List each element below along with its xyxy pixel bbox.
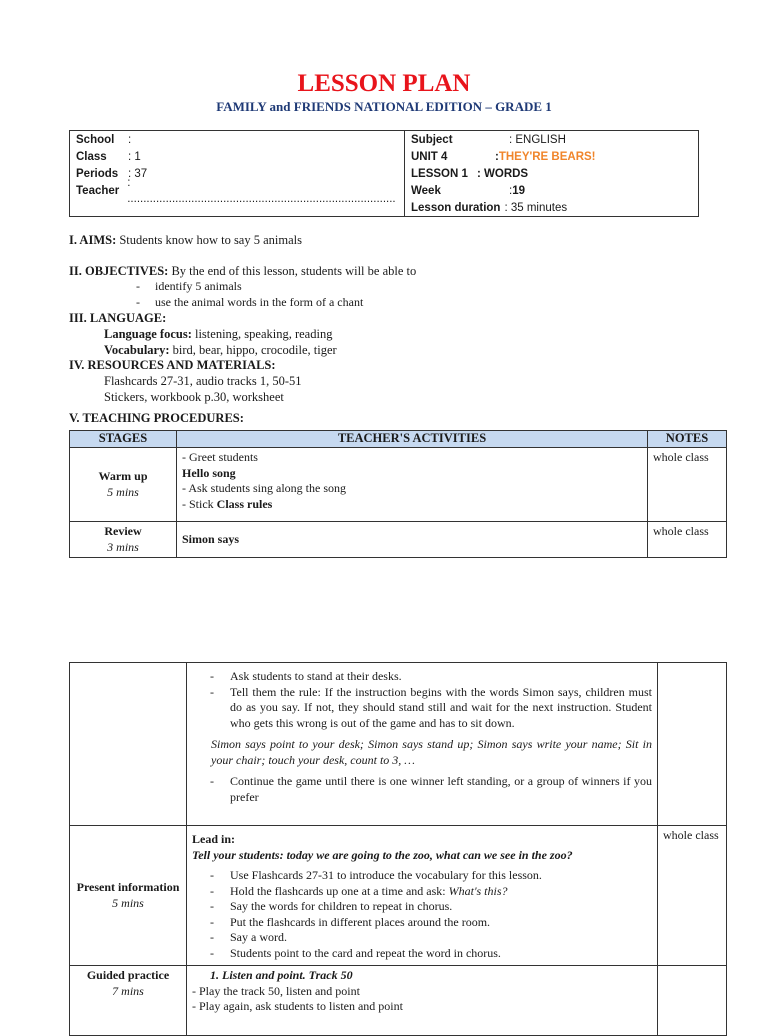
page-subtitle: FAMILY and FRIENDS NATIONAL EDITION – GRADE 1 — [216, 99, 552, 114]
simon-example: Simon says point to your desk; Simon says stand up; Simon says write your name; Sit in your chair; touch your desk, count to 3, … — [211, 737, 652, 767]
resources-line: Flashcards 27-31, audio tracks 1, 50-51 — [104, 374, 302, 388]
table-row — [70, 663, 727, 826]
col-activities: TEACHER'S ACTIVITIES — [177, 431, 648, 448]
aims-section: I. AIMS: Students know how to say 5 animals — [69, 233, 302, 247]
list-item: - Ask students to stand at their desks. — [192, 669, 652, 685]
page-title: LESSON PLAN — [297, 70, 471, 97]
procedures-table — [69, 430, 727, 558]
teacher-row: Teacher : .................................................................................... — [76, 176, 396, 205]
subject-row: Subject : ENGLISH — [411, 133, 566, 146]
stage-cell: Guided practice 7 mins — [70, 966, 187, 1036]
note-cell: whole class — [648, 522, 727, 558]
stage-cell: Review 3 mins — [70, 522, 177, 558]
activity-cell: 1. Listen and point. Track 50 - Play the track 50, listen and point - Play again, ask students to listen and point — [187, 966, 658, 1036]
list-item: - Say the words for children to repeat in chorus. — [192, 899, 652, 915]
col-stages: STAGES — [70, 431, 177, 448]
list-item: - Continue the game until there is one winner left standing, or a group of winners if you prefer — [192, 774, 652, 805]
list-item: - Hold the flashcards up one at a time and ask: What's this? — [192, 884, 652, 900]
col-notes: NOTES — [648, 431, 727, 448]
activity-cell — [187, 663, 658, 826]
lesson-row: LESSON 1 : WORDS — [411, 167, 529, 180]
objective-item: - identify 5 animals — [136, 279, 242, 293]
info-table — [69, 130, 699, 217]
resources-heading: IV. RESOURCES AND MATERIALS: — [69, 358, 276, 372]
stage-cell: Present information 5 mins — [70, 826, 187, 966]
table-row — [70, 826, 727, 966]
resources-line: Stickers, workbook p.30, worksheet — [104, 390, 284, 404]
activity-cell: - Greet students Hello song - Ask students sing along the song - Stick Class rules — [177, 448, 648, 522]
table-row — [70, 966, 727, 1036]
activity-cell: Lead in: Tell your students: today we are going to the zoo, what can we see in the zoo? - Use Flashcards 27-31 to introduce the vocabulary for this lesson. - Hold the flashcards up one at a time and ask: What's this? - Say the words for children to repeat in chorus. - Put the flashcards in different places around the room. - Say a word. - Students point to the card and repeat the word in chorus. — [187, 826, 658, 966]
activity-cell: Simon says — [177, 522, 648, 558]
list-item: - Tell them the rule: If the instruction begins with the words Simon says, children must do as you say. If not, they should stand still and wait for the next instruction. Student who gets this wrong is out of the game and has to sit down. — [192, 685, 652, 732]
language-focus: Language focus: listening, speaking, reading — [104, 327, 333, 341]
vocabulary: Vocabulary: bird, bear, hippo, crocodile, tiger — [104, 343, 337, 357]
table-row — [70, 522, 727, 558]
note-cell: whole class — [648, 448, 727, 522]
objectives-section: II. OBJECTIVES: By the end of this lesson, students will be able to — [69, 264, 417, 278]
note-cell — [658, 663, 727, 826]
list-item: - Students point to the card and repeat the word in chorus. — [192, 946, 652, 962]
objective-item: - use the animal words in the form of a chant — [136, 295, 364, 309]
list-item: - Use Flashcards 27-31 to introduce the vocabulary for this lesson. — [192, 868, 652, 884]
list-item: - Say a word. — [192, 930, 652, 946]
procedures-heading: V. TEACHING PROCEDURES: — [69, 411, 244, 425]
periods-row: Periods : 37 — [76, 167, 148, 180]
language-heading: III. LANGUAGE: — [69, 311, 167, 325]
note-cell — [658, 966, 727, 1036]
procedures-table-continued — [69, 662, 727, 1036]
list-item: - Put the flashcards in different places around the room. — [192, 915, 652, 931]
stage-cell — [70, 663, 187, 826]
table-row — [70, 448, 727, 522]
week-row: Week : 19 — [411, 184, 525, 197]
note-cell: whole class — [658, 826, 727, 966]
duration-row: Lesson duration : 35 minutes — [411, 201, 568, 214]
school-row: School : — [76, 133, 132, 146]
stage-cell: Warm up 5 mins — [70, 448, 177, 522]
class-row: Class : 1 — [76, 150, 141, 163]
unit-row: UNIT 4 : THEY'RE BEARS! — [411, 150, 596, 163]
